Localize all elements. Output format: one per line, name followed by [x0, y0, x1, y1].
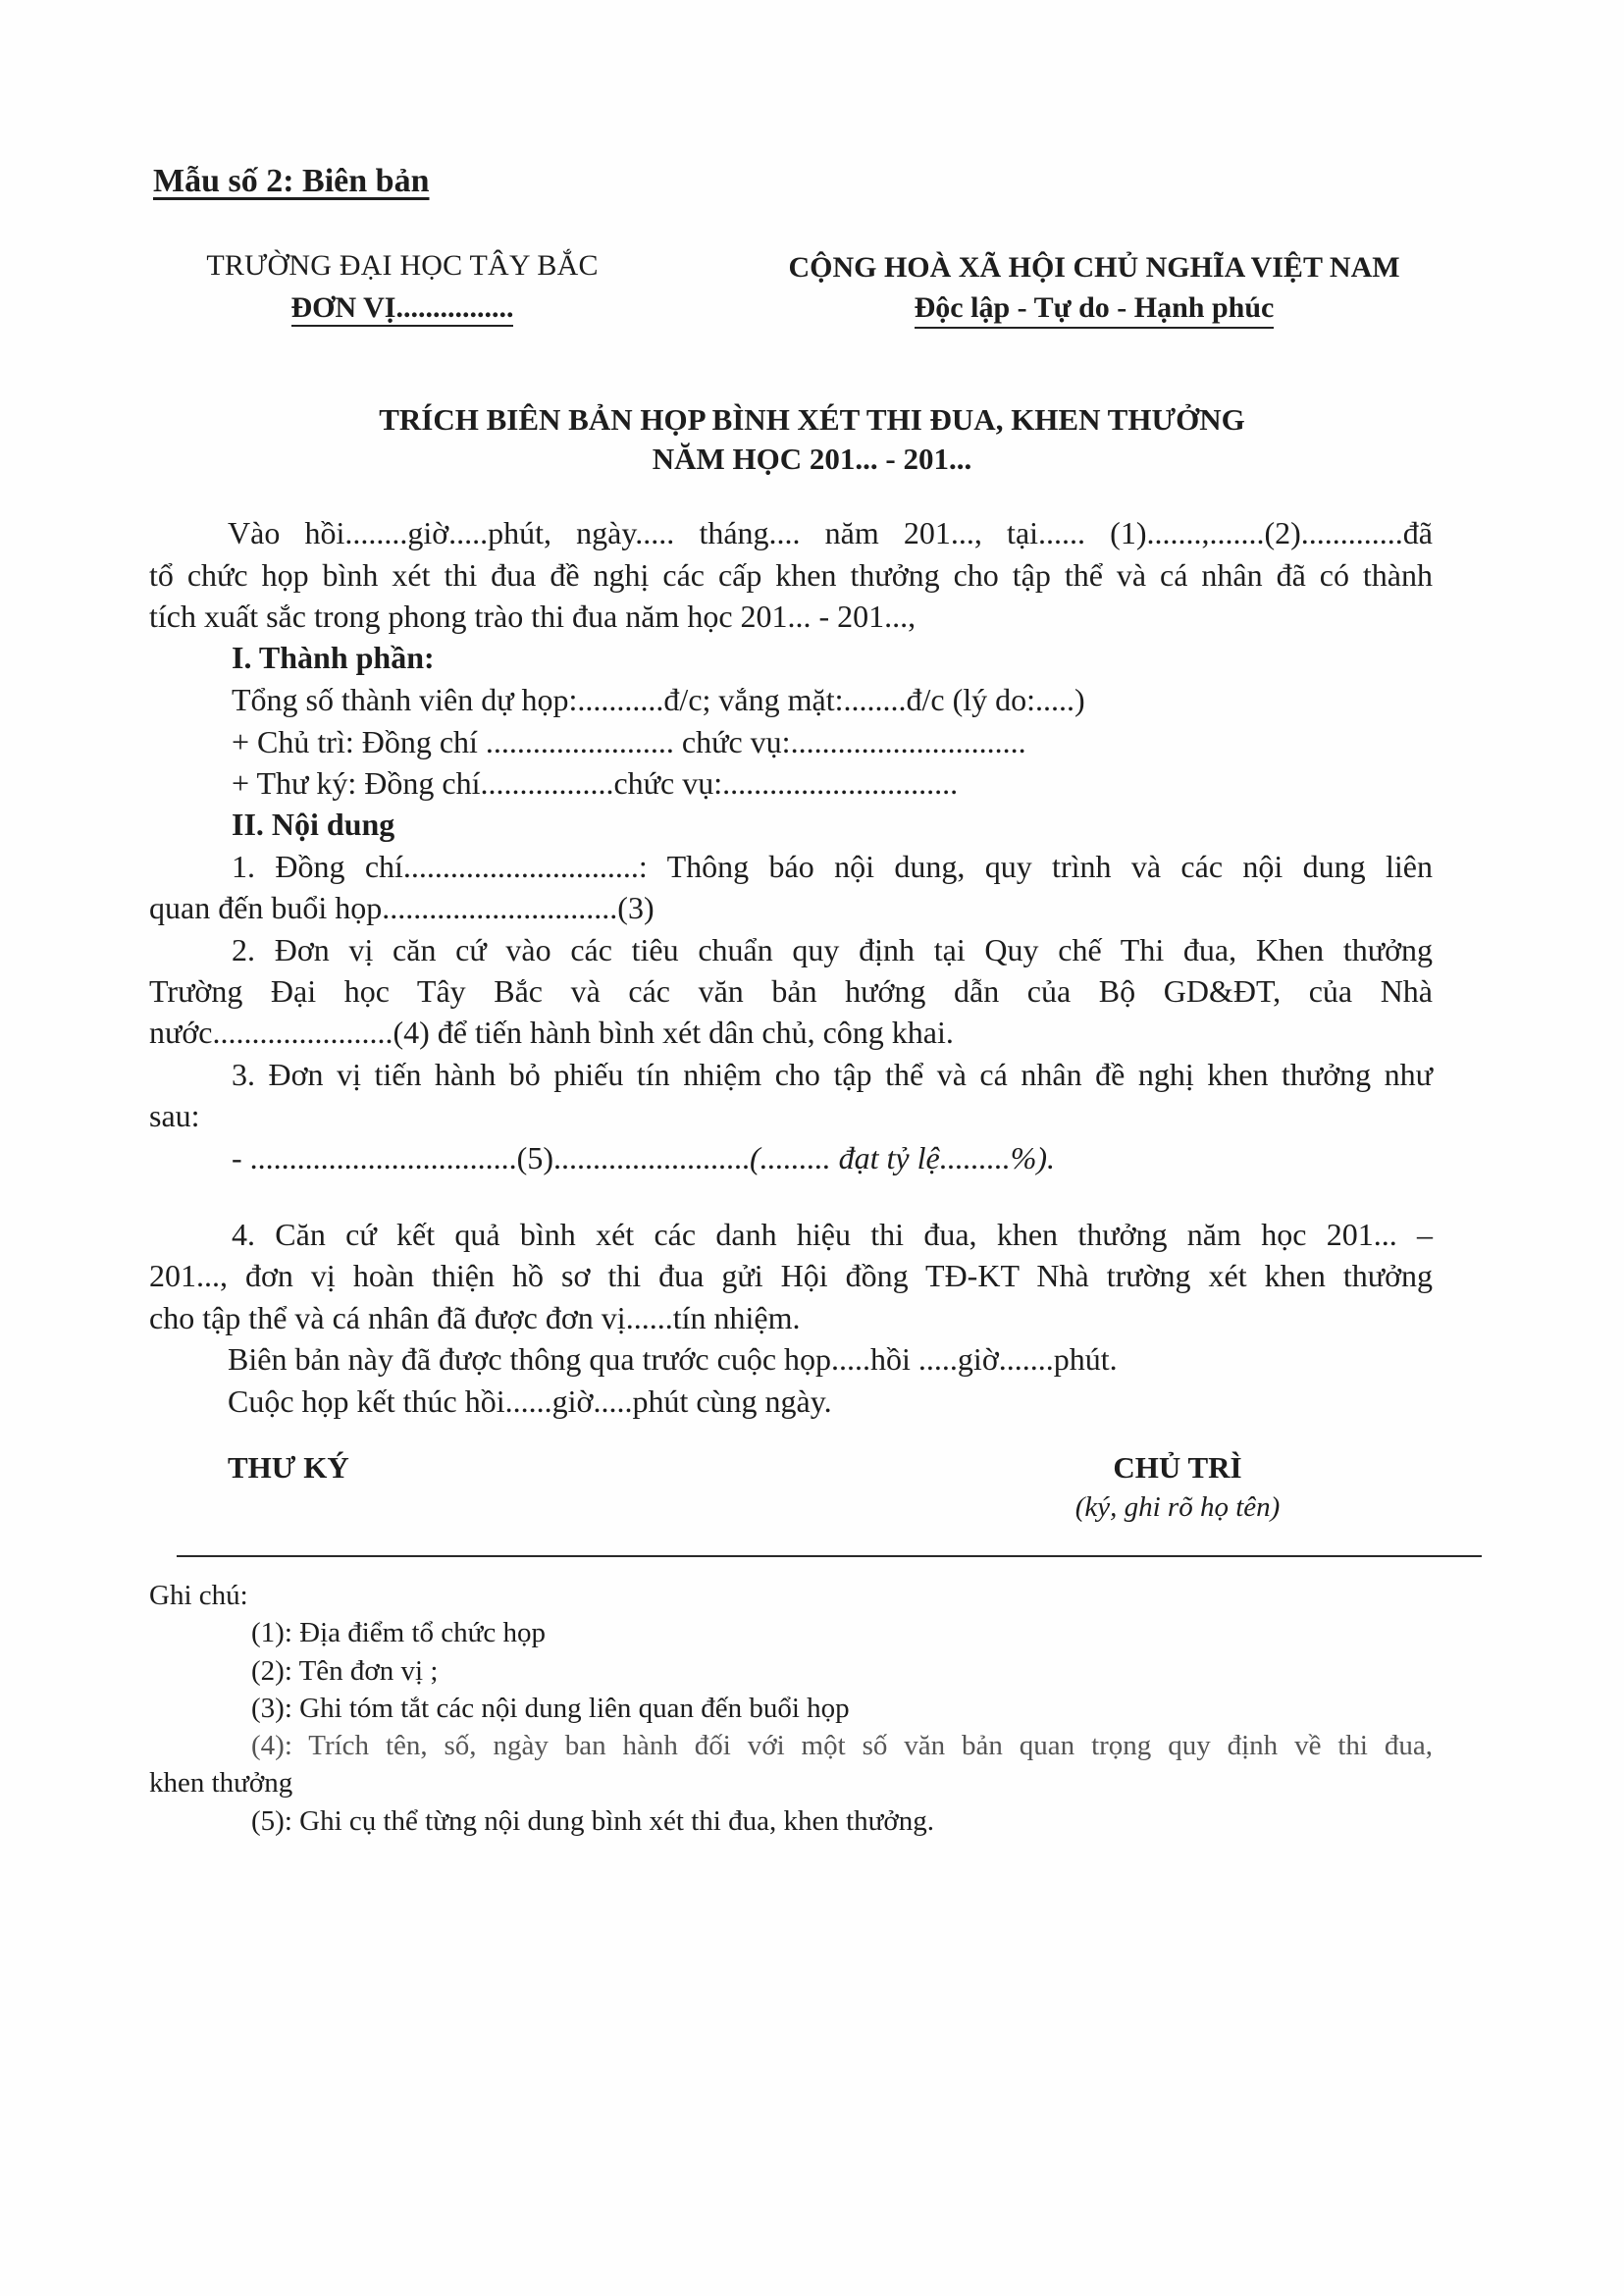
- item-3-line-1: 3. Đơn vị tiến hành bỏ phiếu tín nhiệm cho tập thể và cá nhân đề nghị khen thưởng như: [232, 1057, 1433, 1092]
- note-2: (2): Tên đơn vị ;: [251, 1655, 439, 1687]
- unit-name-text: ĐƠN VỊ................: [291, 291, 514, 327]
- chair-signature-note: (ký, ghi rõ họ tên): [1074, 1491, 1281, 1523]
- intro-line-2: tổ chức họp bình xét thi đua đề nghị các cấp khen thưởng cho tập thể và cá nhân đã có thành: [149, 557, 1433, 593]
- meeting-secretary: + Thư ký: Đồng chí.................chức vụ:..............................: [232, 765, 959, 801]
- form-label: Mẫu số 2: Biên bản: [153, 163, 430, 199]
- secretary-signature-label: THƯ KÝ: [228, 1450, 349, 1485]
- national-motto: [765, 291, 1423, 325]
- item-3-list-entry: [232, 1140, 1055, 1176]
- approval-statement: Biên bản này đã được thông qua trước cuộc họp.....hồi .....giờ.......phút.: [228, 1341, 1118, 1377]
- note-1: (1): Địa điểm tổ chức họp: [251, 1617, 546, 1648]
- item-3-list-entry-main: - ..................................(5).........................: [232, 1140, 750, 1175]
- item-1-line-2: quan đến buổi họp..............................(3): [149, 890, 655, 925]
- note-4-line-1: (4): Trích tên, số, ngày ban hành đối với một số văn bản quan trọng quy định về thi đua,: [251, 1730, 1433, 1761]
- notes-heading: Ghi chú:: [149, 1580, 248, 1611]
- meeting-chair: + Chủ trì: Đồng chí ........................ chức vụ:..............................: [232, 724, 1026, 759]
- document-title-line-2: NĂM HỌC 201... - 201...: [652, 442, 972, 476]
- members-count: Tổng số thành viên dự họp:...........đ/c; vắng mặt:........đ/c (lý do:.....): [232, 682, 1085, 717]
- item-1-line-1: 1. Đồng chí..............................: Thông báo nội dung, quy trình và các nội dung liên: [232, 849, 1433, 884]
- item-3-list-entry-rate: (......... đạt tỷ lệ.........%).: [749, 1140, 1056, 1175]
- item-4-line-3: cho tập thể và cá nhân đã được đơn vị......tín nhiệm.: [149, 1300, 801, 1335]
- note-4-line-2: khen thưởng: [149, 1767, 293, 1799]
- item-2-line-1: 2. Đơn vị căn cứ vào các tiêu chuẩn quy định tại Quy chế Thi đua, Khen thưởng: [232, 932, 1433, 967]
- note-5: (5): Ghi cụ thể từng nội dung bình xét thi đua, khen thưởng.: [251, 1805, 934, 1837]
- national-motto-text: Độc lập - Tự do - Hạnh phúc: [915, 291, 1275, 329]
- school-name: TRƯỜNG ĐẠI HỌC TÂY BẮC: [206, 249, 599, 282]
- item-4-line-1: 4. Căn cứ kết quả bình xét các danh hiệu thi đua, khen thưởng năm học 201... –: [232, 1217, 1433, 1252]
- section-2-heading: II. Nội dung: [232, 807, 395, 842]
- note-3: (3): Ghi tóm tắt các nội dung liên quan đến buổi họp: [251, 1693, 850, 1724]
- chair-signature-label: CHỦ TRÌ: [1113, 1450, 1242, 1485]
- intro-line-3: tích xuất sắc trong phong trào thi đua năm học 201... - 201...,: [149, 599, 917, 634]
- section-1-heading: I. Thành phần:: [232, 640, 435, 675]
- country-name: CỘNG HOÀ XÃ HỘI CHỦ NGHĨA VIỆT NAM: [788, 251, 1400, 284]
- item-3-line-2: sau:: [149, 1098, 200, 1133]
- document-title-line-1: TRÍCH BIÊN BẢN HỌP BÌNH XÉT THI ĐUA, KHEN THƯỞNG: [379, 402, 1245, 437]
- item-4-line-2: 201..., đơn vị hoàn thiện hồ sơ thi đua gửi Hội đồng TĐ-KT Nhà trường xét khen thưởng: [149, 1258, 1433, 1293]
- closing-statement: Cuộc họp kết thúc hồi......giờ.....phút cùng ngày.: [228, 1383, 832, 1419]
- unit-name: [157, 291, 648, 325]
- separator-line: [177, 1555, 1482, 1557]
- intro-line-1: Vào hồi........giờ.....phút, ngày..... tháng.... năm 201..., tại...... (1).......,.......(2).............đã: [228, 515, 1433, 550]
- item-2-line-3: nước.......................(4) để tiến hành bình xét dân chủ, công khai.: [149, 1015, 954, 1050]
- item-2-line-2: Trường Đại học Tây Bắc và các văn bản hướng dẫn của Bộ GD&ĐT, của Nhà: [149, 973, 1433, 1009]
